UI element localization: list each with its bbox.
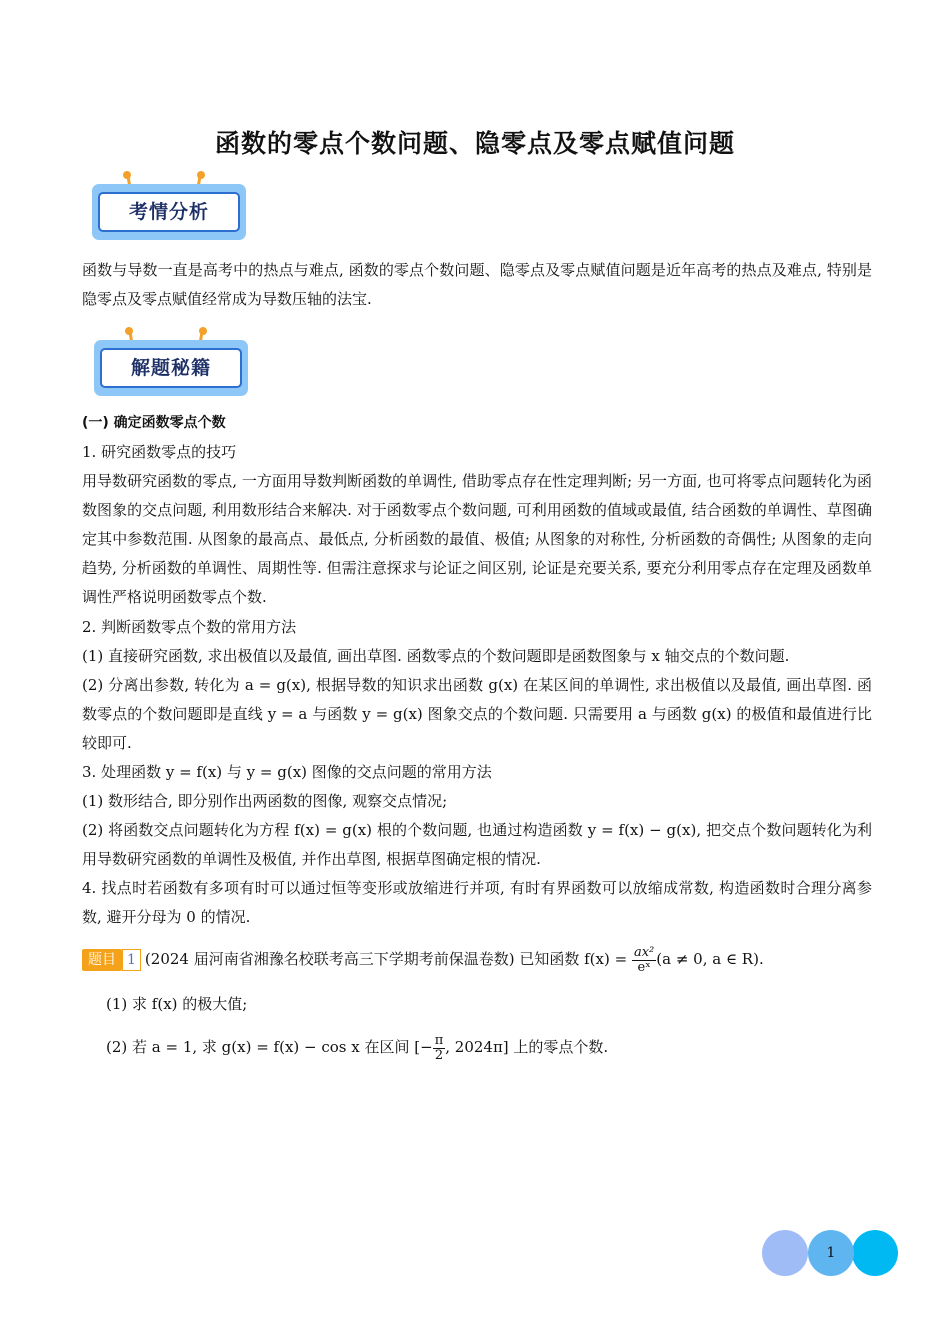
- paragraph-2: (1) 直接研究函数, 求出极值以及最值, 画出草图. 函数零点的个数问题即是函数图象与 x 轴交点的个数问题.: [82, 647, 790, 665]
- document-title: 函数的零点个数问题、隐零点及零点赋值问题: [214, 129, 735, 158]
- badge-label: 考情分析: [98, 192, 240, 232]
- fraction-numerator: π: [434, 1032, 444, 1048]
- paragraph-4: (1) 数形结合, 即分别作出两函数的图像, 观察交点情况;: [82, 792, 448, 810]
- subheading-2: 2. 判断函数零点个数的常用方法: [82, 618, 297, 636]
- fraction-denominator: eˣ: [637, 959, 651, 975]
- question-stem-condition: (a ≠ 0, a ∈ R).: [656, 950, 764, 968]
- paragraph-5: (2) 将函数交点问题转化为方程 f(x) = g(x) 根的个数问题, 也通过构造函数 y = f(x) − g(x), 把交点个数问题转化为利用导数研究函数的单调性及极值, 并作出草图, 根据草图确定根的情况.: [82, 821, 872, 868]
- part2-text-b: , 2024π] 上的零点个数.: [445, 1038, 609, 1056]
- page-number: 1: [826, 1245, 836, 1261]
- fraction-numerator: ax²: [633, 944, 655, 960]
- fraction: [632, 946, 656, 975]
- question-stem-text: (2024 届河南省湘豫名校联考高三下学期考前保温卷数) 已知函数 f(x) =: [144, 950, 628, 968]
- question-number: 1: [122, 949, 141, 971]
- subheading-1: 1. 研究函数零点的技巧: [82, 443, 237, 461]
- subheading-3: 3. 处理函数 y = f(x) 与 y = g(x) 图像的交点问题的常用方法: [82, 763, 492, 781]
- section-heading: (一) 确定函数零点个数: [82, 415, 226, 431]
- badge-label: 解题秘籍: [100, 348, 242, 388]
- fraction: [433, 1034, 446, 1063]
- paragraph-3: (2) 分离出参数, 转化为 a = g(x), 根据导数的知识求出函数 g(x) 在某区间的单调性, 求出极值以及最值, 画出草图. 函数零点的个数问题即是直线 y = a 与函数 y = g(x) 图象交点的个数问题. 只需要用 a 与函数 g(x) 的极值和最值进行比较即可.: [82, 676, 872, 752]
- section-badge-analysis: [86, 170, 246, 240]
- section-badge-secrets: [88, 326, 248, 396]
- question-part-1: (1) 求 f(x) 的极大值;: [106, 995, 248, 1013]
- analysis-text: 函数与导数一直是高考中的热点与难点, 函数的零点个数问题、隐零点及零点赋值问题是近年高考的热点及难点, 特别是隐零点及零点赋值经常成为导数压轴的法宝.: [82, 261, 872, 308]
- paragraph-6: 4. 找点时若函数有多项有时可以通过恒等变形或放缩进行并项, 有时有界函数可以放缩成常数, 构造函数时合理分离参数, 避开分母为 0 的情况.: [82, 879, 872, 926]
- page-number-badge: [760, 1228, 900, 1276]
- question-stem: [82, 942, 764, 976]
- question-tag: 题目: [82, 949, 122, 971]
- decor-circle: [852, 1230, 898, 1276]
- question-part-2: [106, 1030, 608, 1064]
- part2-text-a: (2) 若 a = 1, 求 g(x) = f(x) − cos x 在区间 [−: [106, 1038, 433, 1056]
- paragraph-1: 用导数研究函数的零点, 一方面用导数判断函数的单调性, 借助零点存在性定理判断; 另一方面, 也可将零点问题转化为函数图象的交点问题, 利用数形结合来解决. 对于函数零点个数问题, 可利用函数的值域或最值, 结合函数的单调性、草图确定其中参数范围. 从图象的最高点、最低点, 分析函数的最值、极值; 从图象的对称性, 分析函数的奇偶性; 从图象的走向趋势, 分析函数的单调性、周期性等. 但需注意探求与论证之间区别, 论证是充要关系, 要充分利用零点存在定理及函数单调性严格说明函数零点个数.: [82, 472, 872, 606]
- decor-circle: [762, 1230, 808, 1276]
- fraction-denominator: 2: [434, 1047, 444, 1063]
